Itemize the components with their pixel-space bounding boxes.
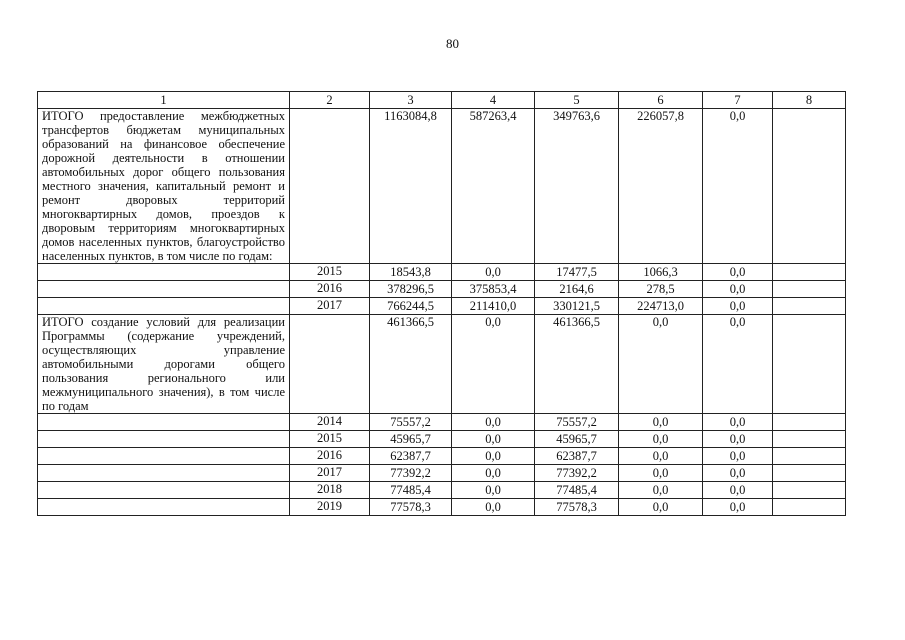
value-cell: 2164,6 bbox=[535, 281, 619, 298]
value-cell: 18543,8 bbox=[370, 264, 452, 281]
value-cell: 77485,4 bbox=[535, 482, 619, 499]
section-total-row bbox=[38, 315, 846, 414]
value-cell: 77392,2 bbox=[535, 465, 619, 482]
value-cell: 0,0 bbox=[619, 431, 703, 448]
value-cell: 0,0 bbox=[452, 448, 535, 465]
description-cell bbox=[38, 499, 290, 516]
column-header: 5 bbox=[535, 92, 619, 109]
year-cell: 2018 bbox=[290, 482, 370, 499]
value-cell bbox=[773, 499, 846, 516]
year-row bbox=[38, 465, 846, 482]
value-cell: 211410,0 bbox=[452, 298, 535, 315]
value-cell: 0,0 bbox=[452, 465, 535, 482]
value-cell: 0,0 bbox=[452, 431, 535, 448]
value-cell: 1066,3 bbox=[619, 264, 703, 281]
value-cell: 77392,2 bbox=[370, 465, 452, 482]
value-cell: 0,0 bbox=[619, 482, 703, 499]
value-cell: 0,0 bbox=[703, 448, 773, 465]
value-cell: 0,0 bbox=[619, 499, 703, 516]
description-cell bbox=[38, 414, 290, 431]
column-header: 6 bbox=[619, 92, 703, 109]
column-header: 4 bbox=[452, 92, 535, 109]
year-row bbox=[38, 298, 846, 315]
value-cell: 0,0 bbox=[452, 315, 535, 414]
value-cell: 587263,4 bbox=[452, 109, 535, 264]
value-cell: 0,0 bbox=[703, 431, 773, 448]
column-header: 1 bbox=[38, 92, 290, 109]
description-cell bbox=[38, 431, 290, 448]
section-title: ИТОГО предоставление межбюджетных трансфертов бюджетам муниципальных образований на финансовое обеспечение дорожной деятельности в отношении автомобильных дорог общего пользования местного значения, капитальный ремонт и ремонт дворовых территорий многоквартирных домов, проездов к дворовым территориям многоквартирных домов населенных пунктов, благоустройство населенных пунктов, в том числе по годам: bbox=[38, 109, 290, 264]
table-header-row bbox=[38, 92, 846, 109]
description-cell bbox=[38, 264, 290, 281]
value-cell bbox=[773, 448, 846, 465]
description-cell bbox=[38, 281, 290, 298]
year-cell bbox=[290, 315, 370, 414]
value-cell: 349763,6 bbox=[535, 109, 619, 264]
column-header: 7 bbox=[703, 92, 773, 109]
value-cell: 75557,2 bbox=[535, 414, 619, 431]
value-cell: 0,0 bbox=[703, 315, 773, 414]
value-cell: 461366,5 bbox=[535, 315, 619, 414]
value-cell: 62387,7 bbox=[370, 448, 452, 465]
description-cell bbox=[38, 465, 290, 482]
year-row bbox=[38, 264, 846, 281]
year-cell: 2016 bbox=[290, 448, 370, 465]
value-cell: 224713,0 bbox=[619, 298, 703, 315]
value-cell bbox=[773, 264, 846, 281]
value-cell bbox=[773, 281, 846, 298]
year-row bbox=[38, 499, 846, 516]
value-cell: 0,0 bbox=[703, 298, 773, 315]
value-cell: 0,0 bbox=[619, 465, 703, 482]
value-cell: 62387,7 bbox=[535, 448, 619, 465]
value-cell: 226057,8 bbox=[619, 109, 703, 264]
value-cell: 0,0 bbox=[703, 281, 773, 298]
value-cell: 0,0 bbox=[703, 482, 773, 499]
value-cell: 0,0 bbox=[452, 414, 535, 431]
column-header: 8 bbox=[773, 92, 846, 109]
page-number: 80 bbox=[446, 36, 459, 51]
year-cell: 2015 bbox=[290, 431, 370, 448]
value-cell bbox=[773, 431, 846, 448]
value-cell: 0,0 bbox=[703, 499, 773, 516]
description-cell bbox=[38, 298, 290, 315]
section-title: ИТОГО создание условий для реализации Программы (содержание учреждений, осуществляющих управление автомобильными дорогами общего пользования регионального или межмуниципального значения), в том числе по годам bbox=[38, 315, 290, 414]
year-cell: 2017 bbox=[290, 298, 370, 315]
value-cell bbox=[773, 414, 846, 431]
value-cell: 0,0 bbox=[452, 482, 535, 499]
value-cell: 45965,7 bbox=[535, 431, 619, 448]
value-cell: 0,0 bbox=[619, 448, 703, 465]
description-cell bbox=[38, 448, 290, 465]
column-header: 3 bbox=[370, 92, 452, 109]
value-cell: 0,0 bbox=[619, 315, 703, 414]
year-row bbox=[38, 448, 846, 465]
value-cell: 0,0 bbox=[703, 414, 773, 431]
year-row bbox=[38, 414, 846, 431]
value-cell: 0,0 bbox=[703, 465, 773, 482]
value-cell: 17477,5 bbox=[535, 264, 619, 281]
value-cell: 278,5 bbox=[619, 281, 703, 298]
value-cell: 77578,3 bbox=[370, 499, 452, 516]
year-cell: 2014 bbox=[290, 414, 370, 431]
value-cell: 77485,4 bbox=[370, 482, 452, 499]
value-cell bbox=[773, 298, 846, 315]
year-row bbox=[38, 281, 846, 298]
value-cell bbox=[773, 482, 846, 499]
value-cell: 766244,5 bbox=[370, 298, 452, 315]
value-cell: 330121,5 bbox=[535, 298, 619, 315]
year-row bbox=[38, 431, 846, 448]
value-cell: 0,0 bbox=[452, 499, 535, 516]
value-cell: 75557,2 bbox=[370, 414, 452, 431]
year-cell: 2016 bbox=[290, 281, 370, 298]
value-cell: 375853,4 bbox=[452, 281, 535, 298]
year-cell: 2019 bbox=[290, 499, 370, 516]
description-cell bbox=[38, 482, 290, 499]
year-row bbox=[38, 482, 846, 499]
value-cell: 0,0 bbox=[703, 264, 773, 281]
budget-table bbox=[37, 91, 846, 516]
value-cell: 1163084,8 bbox=[370, 109, 452, 264]
year-cell: 2017 bbox=[290, 465, 370, 482]
value-cell: 77578,3 bbox=[535, 499, 619, 516]
section-total-row bbox=[38, 109, 846, 264]
column-header: 2 bbox=[290, 92, 370, 109]
value-cell: 0,0 bbox=[619, 414, 703, 431]
value-cell: 0,0 bbox=[452, 264, 535, 281]
value-cell: 0,0 bbox=[703, 109, 773, 264]
value-cell: 45965,7 bbox=[370, 431, 452, 448]
value-cell bbox=[773, 465, 846, 482]
value-cell bbox=[773, 315, 846, 414]
year-cell: 2015 bbox=[290, 264, 370, 281]
year-cell bbox=[290, 109, 370, 264]
value-cell bbox=[773, 109, 846, 264]
value-cell: 378296,5 bbox=[370, 281, 452, 298]
value-cell: 461366,5 bbox=[370, 315, 452, 414]
